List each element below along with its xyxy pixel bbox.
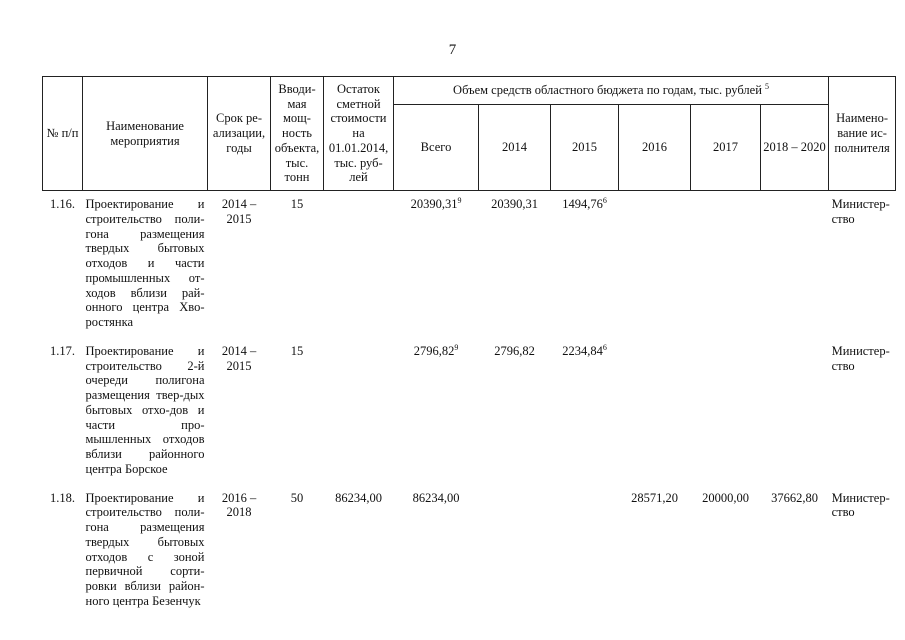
- row-2015: [551, 191, 619, 340]
- row-2015-value: 2234,84: [562, 343, 603, 358]
- row-executor: Министер-ство: [831, 343, 890, 373]
- row-total-footnote: 9: [457, 195, 462, 205]
- row-name: Проектирование и строительство поли-гона размещения твердых бытовых отходов и части промышленных от-ходов вблизи рай-онного центра Хво-ростянка: [85, 197, 205, 329]
- header-budget-group-text: Объем средств областного бюджета по годам, тыс. рублей: [453, 83, 762, 98]
- header-2014: 2014: [479, 105, 551, 191]
- row-num: 1.16.: [50, 197, 75, 211]
- header-name: Наименование мероприятия: [83, 77, 208, 191]
- row-balance: 86234,00: [335, 490, 382, 505]
- row-num: 1.18.: [50, 490, 75, 505]
- table-row: [43, 191, 896, 340]
- row-2015-footnote: 6: [602, 195, 607, 205]
- row-2017: [691, 191, 761, 340]
- row-2016: [619, 340, 691, 487]
- header-2018-2020: 2018 – 2020: [761, 105, 829, 191]
- row-total-value: 2796,82: [413, 343, 455, 358]
- row-capacity: 50: [290, 490, 304, 505]
- table-row: [43, 487, 896, 619]
- row-period: 2014 – 2015: [221, 197, 257, 226]
- header-period: Срок ре-ализации, годы: [208, 77, 271, 191]
- row-period: 2016 – 2018: [221, 490, 257, 520]
- row-total-value: 20390,31: [410, 197, 458, 211]
- row-balance: [324, 191, 394, 340]
- row-total: [394, 340, 479, 487]
- header-2015: 2015: [551, 105, 619, 191]
- row-executor: Министер-ство: [831, 490, 890, 520]
- page-number: 7: [448, 42, 457, 58]
- row-2016: [619, 191, 691, 340]
- row-capacity: 15: [290, 343, 304, 358]
- row-total-footnote: 9: [454, 342, 459, 352]
- row-2014: 20390,31: [491, 197, 538, 211]
- row-2017: 20000,00: [702, 490, 749, 505]
- header-2017: 2017: [691, 105, 761, 191]
- row-balance: [324, 340, 394, 487]
- row-2016: 28571,20: [631, 490, 678, 505]
- header-executor: Наимено-вание ис-полнителя: [829, 77, 896, 191]
- row-capacity: 15: [290, 197, 304, 211]
- row-2018-2020: 37662,80: [771, 490, 818, 505]
- table-row: [43, 340, 896, 487]
- row-num: 1.17.: [50, 343, 75, 358]
- row-2015: [551, 487, 619, 619]
- row-period: 2014 – 2015: [221, 343, 257, 373]
- row-total: [394, 487, 479, 619]
- header-2016: 2016: [619, 105, 691, 191]
- row-2017: [691, 340, 761, 487]
- row-2015-footnote: 6: [602, 342, 607, 352]
- row-name: Проектирование и строительство поли-гона размещения твердых бытовых отходов с зоной первичной сорти-ровки вблизи район-ного центра Безенчук: [85, 490, 205, 608]
- row-total: [394, 191, 479, 340]
- budget-table: [42, 76, 896, 619]
- row-2018-2020: [761, 191, 829, 340]
- header-total: Всего: [394, 105, 479, 191]
- row-2014: [479, 487, 551, 619]
- row-executor: Министер-ство: [831, 197, 890, 226]
- header-num: № п/п: [43, 77, 83, 191]
- row-name: Проектирование и строительство 2-й очереди полигона размещения твер-дых бытовых отхо-дов и части про-мышленных отходов вблизи районного центра Борское: [85, 343, 205, 476]
- header-balance: Остаток сметной стоимости на 01.01.2014, тыс. руб-лей: [324, 77, 394, 191]
- row-2018-2020: [761, 340, 829, 487]
- header-budget-footnote: 5: [765, 81, 770, 91]
- header-budget-group: [394, 77, 829, 105]
- row-2014: 2796,82: [494, 343, 535, 358]
- row-total-value: 86234,00: [412, 490, 460, 505]
- row-2015: [551, 340, 619, 487]
- header-capacity: Вводи-мая мощ-ность объекта, тыс. тонн: [271, 77, 324, 191]
- row-2015-value: 1494,76: [562, 197, 603, 211]
